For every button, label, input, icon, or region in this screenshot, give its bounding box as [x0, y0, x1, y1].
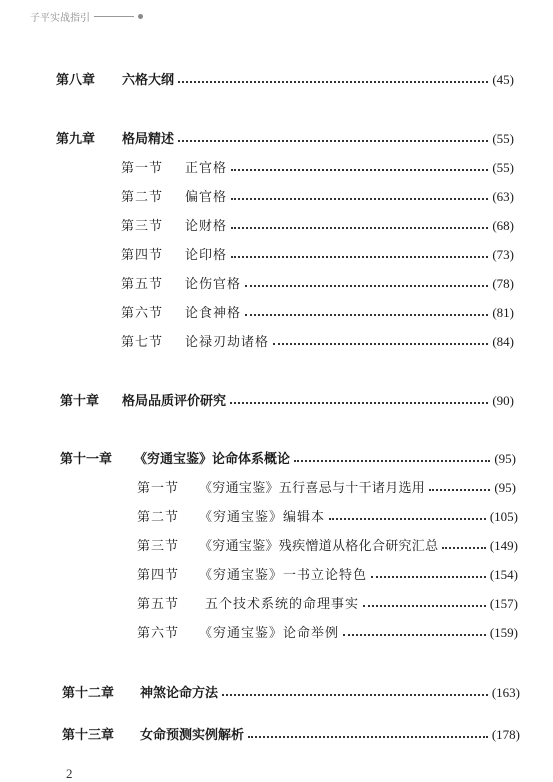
- toc-entry-ch11[interactable]: [60, 448, 516, 467]
- toc-entry-ch11-s3[interactable]: [137, 535, 518, 554]
- chapter-number: 第十章: [60, 394, 100, 409]
- section-title: 《穷通宝鉴》残疾憎道从格化合研究汇总: [199, 539, 439, 554]
- page-ref: (73): [492, 247, 514, 262]
- section-title: 《穷通宝鉴》五行喜忌与十干诸月选用: [199, 481, 426, 496]
- page-ref: (95): [494, 480, 516, 495]
- page-ref: (45): [492, 72, 514, 87]
- section-number: 第四节: [137, 568, 180, 583]
- toc-entry-ch9-s2[interactable]: [121, 186, 514, 205]
- dot-leader: [222, 694, 488, 696]
- page-number: 2: [66, 766, 73, 781]
- toc-entry-ch11-s6[interactable]: [137, 622, 518, 641]
- page-ref: (55): [492, 131, 514, 146]
- dot-leader: [231, 169, 488, 171]
- dot-leader: [371, 576, 486, 578]
- dot-leader: [329, 518, 486, 520]
- section-number: 第三节: [121, 219, 164, 234]
- page-ref: (154): [489, 567, 518, 582]
- page-ref: (178): [491, 727, 520, 742]
- running-title: 子平实战指引: [30, 13, 90, 24]
- section-number: 第一节: [121, 161, 164, 176]
- section-title: 《穷通宝鉴》编辑本: [199, 510, 326, 525]
- section-title: 正官格: [185, 161, 228, 176]
- page-ref: (105): [489, 509, 518, 524]
- dot-leader: [231, 227, 488, 229]
- dot-leader: [273, 343, 488, 345]
- section-title: 五个技术系统的命理事实: [205, 597, 360, 612]
- toc-entry-ch9-s5[interactable]: [121, 273, 514, 292]
- page-ref: (68): [492, 218, 514, 233]
- dot-leader: [178, 140, 488, 142]
- section-number: 第五节: [137, 597, 180, 612]
- page-ref: (81): [492, 305, 514, 320]
- toc-entry-ch12[interactable]: [62, 682, 520, 701]
- toc-entry-ch9-s3[interactable]: [121, 215, 514, 234]
- page-ref: (63): [492, 189, 514, 204]
- section-number: 第六节: [137, 626, 180, 641]
- section-title: 论食神格: [185, 306, 242, 321]
- page-ref: (55): [492, 160, 514, 175]
- dot-leader: [248, 736, 488, 738]
- chapter-title: 女命预测实例解析: [140, 728, 245, 743]
- toc-entry-ch11-s5[interactable]: [137, 593, 518, 612]
- section-number: 第三节: [137, 539, 180, 554]
- dot-leader: [178, 81, 488, 83]
- chapter-number: 第十一章: [60, 452, 113, 467]
- dot-leader: [429, 489, 490, 491]
- section-number: 第七节: [121, 335, 164, 350]
- section-title: 论印格: [185, 248, 228, 263]
- section-title: 论财格: [185, 219, 228, 234]
- section-title: 论禄刃劫诸格: [185, 335, 270, 350]
- toc-entry-ch11-s1[interactable]: [137, 477, 516, 496]
- page-ref: (157): [489, 596, 518, 611]
- section-number: 第五节: [121, 277, 164, 292]
- toc-entry-ch13[interactable]: [62, 724, 520, 743]
- toc-entry-ch9-s7[interactable]: [121, 331, 514, 350]
- chapter-title: 《穷通宝鉴》论命体系概论: [134, 452, 291, 467]
- section-number: 第六节: [121, 306, 164, 321]
- toc-entry-ch11-s4[interactable]: [137, 564, 518, 583]
- dot-leader: [442, 547, 485, 549]
- page-ref: (95): [494, 451, 516, 466]
- dot-leader: [245, 285, 488, 287]
- section-number: 第二节: [121, 190, 164, 205]
- dot-leader: [230, 402, 488, 404]
- page-ref: (84): [492, 334, 514, 349]
- section-title: 《穷通宝鉴》一书立论特色: [199, 568, 368, 583]
- chapter-number: 第十二章: [62, 686, 115, 701]
- section-title: 偏官格: [185, 190, 228, 205]
- toc-entry-ch9-s1[interactable]: [121, 157, 514, 176]
- dot-leader: [245, 314, 488, 316]
- toc-entry-ch9-s6[interactable]: [121, 302, 514, 321]
- toc-entry-ch11-s2[interactable]: [137, 506, 518, 525]
- chapter-number: 第九章: [56, 132, 96, 147]
- page-ref: (163): [491, 685, 520, 700]
- dot-leader: [231, 198, 488, 200]
- toc-entry-ch9-s4[interactable]: [121, 244, 514, 263]
- dot-leader: [363, 605, 486, 607]
- chapter-number: 第八章: [56, 73, 96, 88]
- toc-entry-ch9[interactable]: [56, 128, 514, 147]
- section-number: 第一节: [137, 481, 180, 496]
- page-ref: (159): [489, 625, 518, 640]
- chapter-title: 神煞论命方法: [140, 686, 219, 701]
- section-title: 《穷通宝鉴》论命举例: [199, 626, 340, 641]
- chapter-title: 格局品质评价研究: [122, 394, 227, 409]
- chapter-number: 第十三章: [62, 728, 115, 743]
- section-number: 第四节: [121, 248, 164, 263]
- dot-leader: [294, 460, 490, 462]
- dot-leader: [231, 256, 488, 258]
- page-ref: (78): [492, 276, 514, 291]
- chapter-title: 六格大纲: [122, 73, 175, 88]
- toc-entry-ch10[interactable]: [60, 390, 514, 409]
- chapter-title: 格局精述: [122, 132, 175, 147]
- section-number: 第二节: [137, 510, 180, 525]
- toc-entry-ch8[interactable]: [56, 69, 514, 88]
- dot-leader: [343, 634, 486, 636]
- page-ref: (90): [492, 393, 514, 408]
- page-ref: (149): [489, 538, 518, 553]
- section-title: 论伤官格: [185, 277, 242, 292]
